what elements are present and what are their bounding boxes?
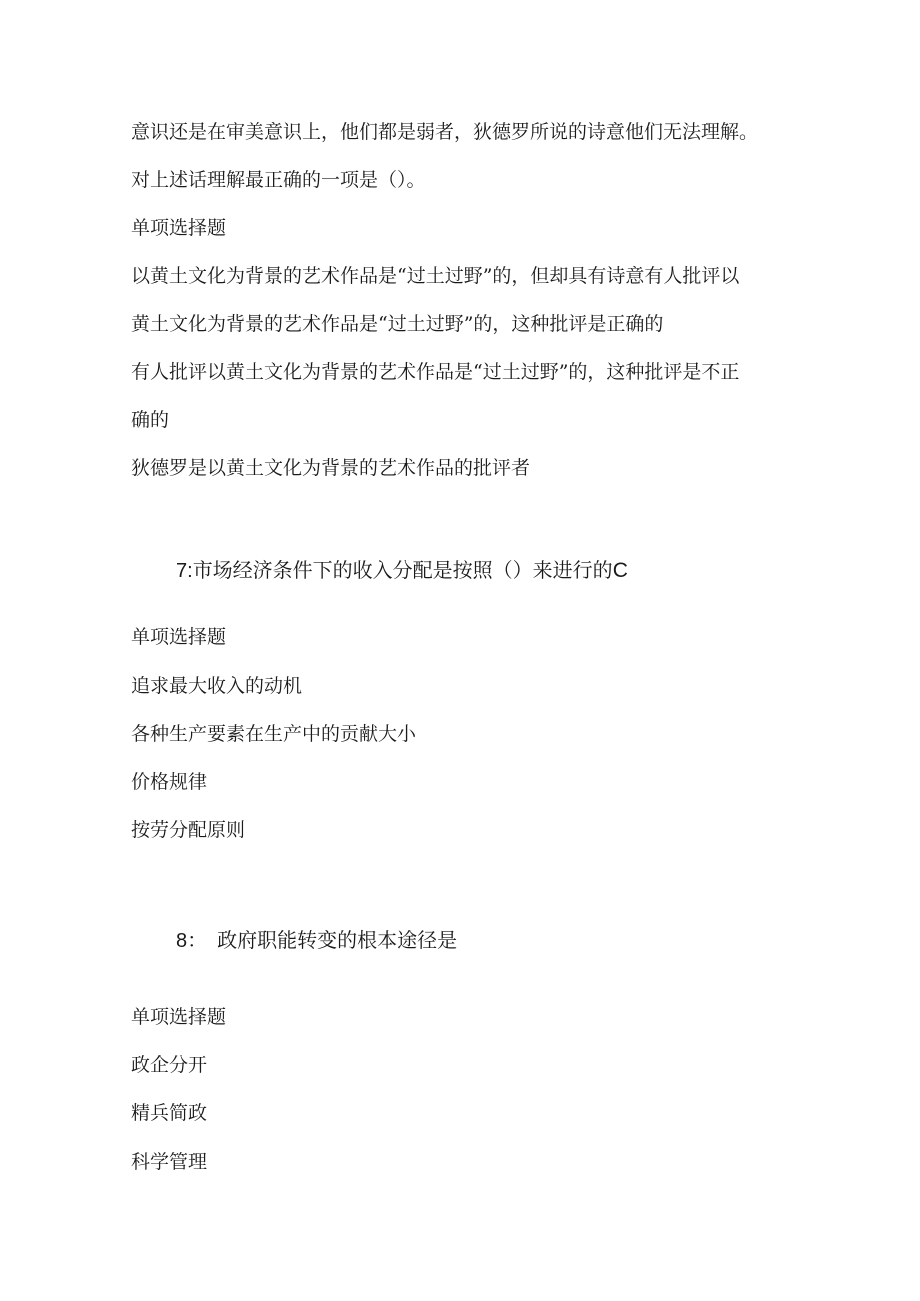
option-line: 精兵简政 [131,1102,208,1124]
option-line: 政企分开 [131,1054,208,1076]
option-line: 黄土文化为背景的艺术作品是“过土过野”的，这种批评是正确的 [131,313,664,335]
question-separator: : [187,560,193,582]
option-line: 按劳分配原则 [131,819,246,841]
option-line: 以黄土文化为背景的艺术作品是“过土过野”的，但却具有诗意有人批评以 [131,265,740,287]
option-line: 各种生产要素在生产中的贡献大小 [131,723,417,745]
stem-line: 意识还是在审美意识上，他们都是弱者，狄德罗所说的诗意他们无法理解。 [131,121,759,143]
question-number: 7 [176,560,188,582]
question-type-label: 单项选择题 [131,217,227,239]
question-text: 政府职能转变的根本途径是 [217,928,458,952]
question-type-label: 单项选择题 [131,626,227,648]
option-line: 有人批评以黄土文化为背景的艺术作品是“过土过野”的，这种批评是不正 [131,361,740,383]
question-type-label: 单项选择题 [131,1006,227,1028]
question-number: 8 [176,930,188,952]
question-title [176,926,457,955]
question-title [176,556,628,585]
option-line: 价格规律 [131,771,208,793]
option-line: 狄德罗是以黄土文化为背景的艺术作品的批评者 [131,457,531,479]
option-line: 追求最大收入的动机 [131,675,303,697]
option-line: 科学管理 [131,1151,208,1173]
question-answer-mark: C [612,559,628,582]
option-line: 确的 [131,409,170,431]
stem-line: 对上述话理解最正确的一项是（）。 [131,169,426,191]
question-separator: ： [187,930,208,952]
question-text: 市场经济条件下的收入分配是按照（）来进行的 [192,558,613,582]
